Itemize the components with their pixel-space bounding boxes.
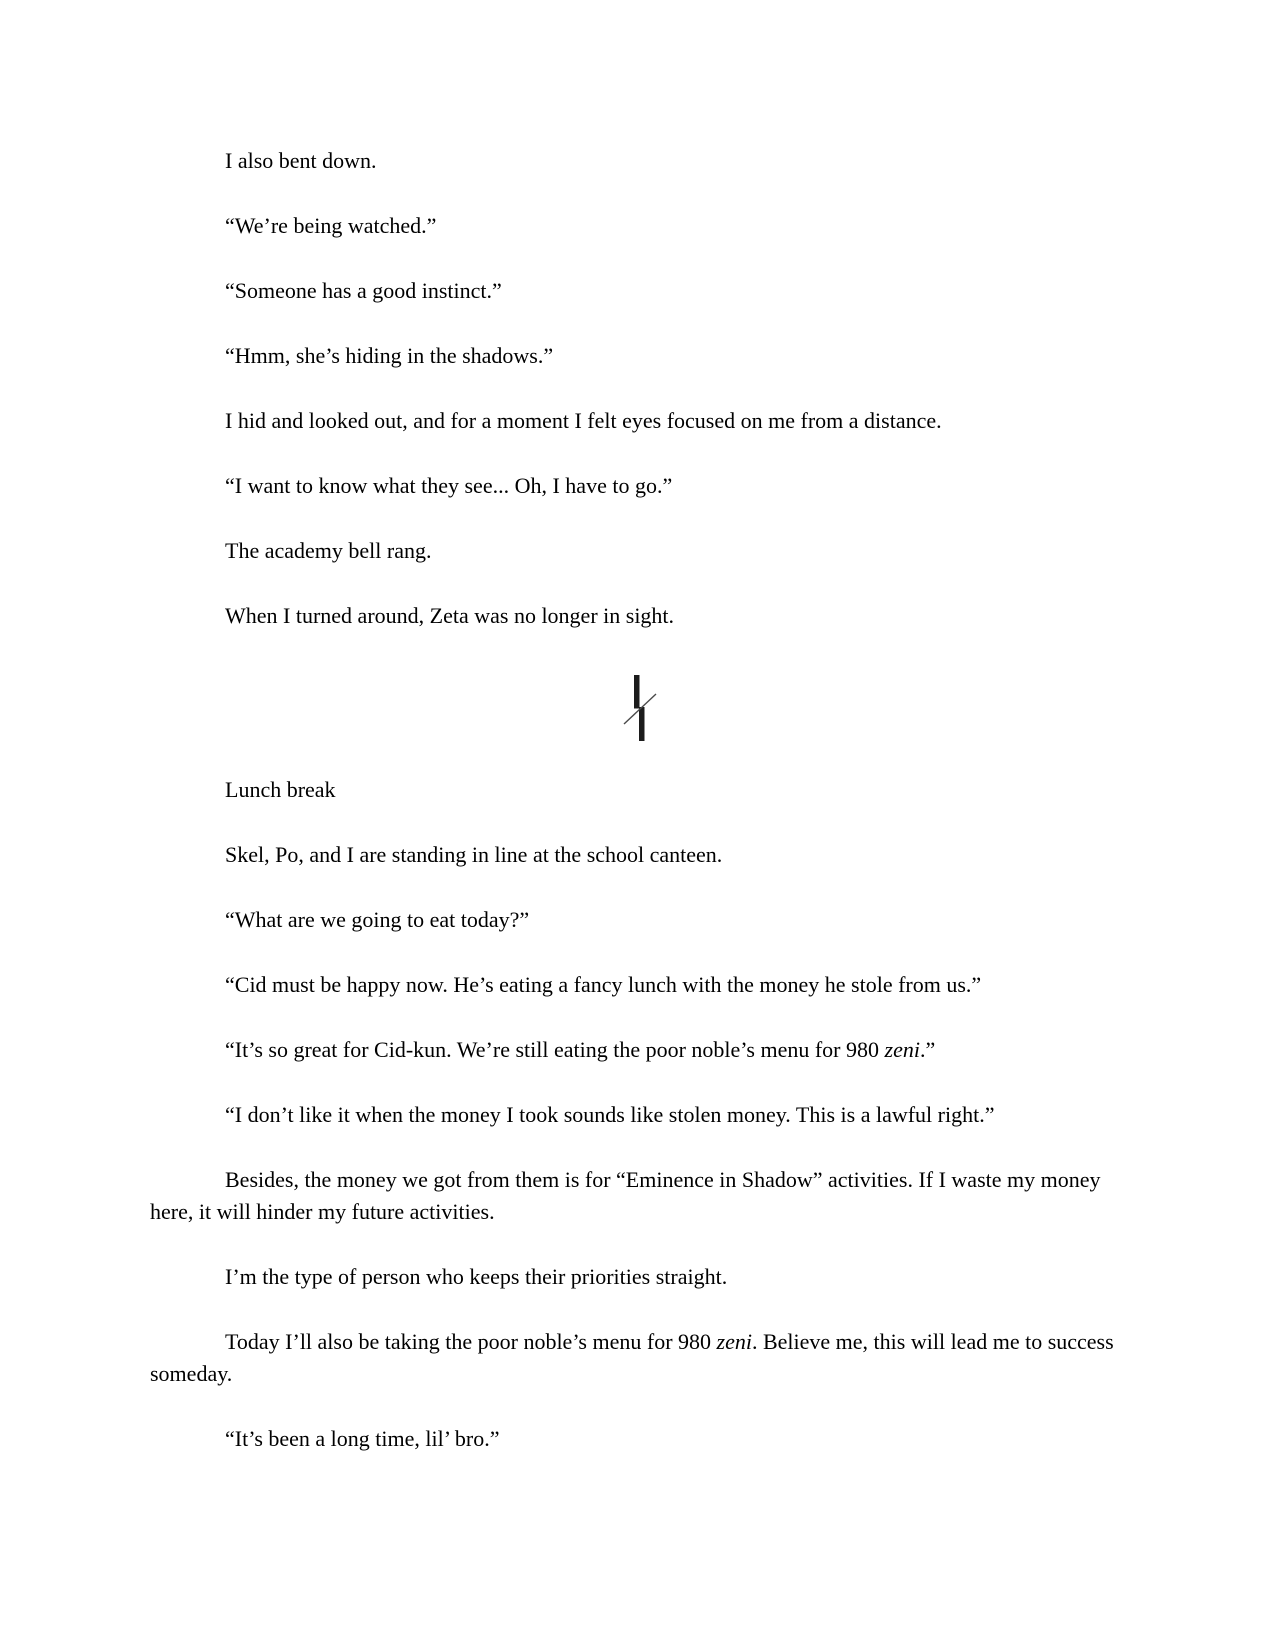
paragraph: Skel, Po, and I are standing in line at the school canteen. [225,842,723,867]
paragraph-text: .” [919,1037,936,1062]
paragraph-text: Today I’ll also be taking the poor noble’s menu for 980 [225,1329,717,1354]
paragraph-text: “It’s so great for Cid-kun. We’re still eating the poor noble’s menu for 980 [225,1037,885,1062]
paragraph: “What are we going to eat today?” [225,907,530,932]
paragraph: The academy bell rang. [225,538,432,563]
slashed-bar-icon [622,675,658,741]
italic-term: zeni [716,1329,752,1354]
paragraph: When I turned around, Zeta was no longer in sight. [225,603,675,628]
paragraph: “We’re being watched.” [225,213,437,238]
paragraph: “Hmm, she’s hiding in the shadows.” [225,343,554,368]
paragraph-text: . Believe me, this will lead me to success someday. [150,1329,1114,1386]
paragraph [150,1034,1130,1066]
paragraph: I hid and looked out, and for a moment I felt eyes focused on me from a distance. [225,408,942,433]
paragraph: I’m the type of person who keeps their priorities straight. [225,1264,728,1289]
scene-divider [150,665,1130,741]
paragraph: “Cid must be happy now. He’s eating a fancy lunch with the money he stole from us.” [225,972,982,997]
italic-term: zeni [884,1037,920,1062]
paragraph: Lunch break [225,777,336,802]
paragraph: I also bent down. [225,148,377,173]
paragraph: “It’s been a long time, lil’ bro.” [225,1426,500,1451]
paragraph: “I don’t like it when the money I took sounds like stolen money. This is a lawful right.” [225,1102,995,1127]
paragraph: “I want to know what they see... Oh, I have to go.” [225,473,673,498]
paragraph [150,1326,1130,1390]
paragraph: “Someone has a good instinct.” [225,278,502,303]
paragraph: Besides, the money we got from them is for “Eminence in Shadow” activities. If I waste my money here, it will hinder my future activities. [150,1167,1101,1224]
